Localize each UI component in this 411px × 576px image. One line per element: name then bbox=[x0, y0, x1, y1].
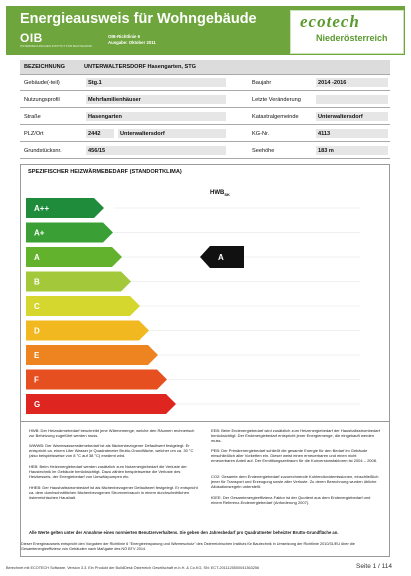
cadastral-value: Unterwaltersdorf bbox=[318, 114, 363, 120]
hwb-label-sub: SK bbox=[224, 192, 230, 198]
energy-class-g bbox=[26, 394, 176, 414]
note-hheb: HHEB: Der Haushaltsstrombedarf ist als flächenbezogener Defaultwert festgelegt. Er entspricht ca. dem durchschnittlichen flächenbezogenen Stromverbrauch in einem durchschnittlichen österreichischen Haushalt. bbox=[29, 485, 198, 501]
energy-class-d bbox=[26, 321, 149, 341]
construction-year-value: 2014 -2016 bbox=[318, 80, 347, 86]
info-row-plot bbox=[20, 144, 390, 159]
cadastral-label: Katastralgemeinde bbox=[252, 114, 299, 120]
info-row-usage-profile bbox=[20, 93, 390, 108]
energy-class-label: C bbox=[34, 302, 40, 311]
construction-year-label: Baujahr bbox=[252, 80, 272, 86]
energy-class-label: A++ bbox=[34, 204, 50, 213]
guideline-edition: Ausgabe: Oktober 2011 bbox=[108, 39, 156, 45]
ecotech-logo: ecotech bbox=[300, 12, 360, 31]
oib-logo: OIB bbox=[20, 31, 43, 45]
energy-class-bar bbox=[26, 296, 140, 316]
energy-class-bar bbox=[26, 370, 167, 390]
energy-class-aplus bbox=[26, 223, 113, 243]
plot-number-value: 456/15 bbox=[88, 148, 106, 154]
rating-label: A bbox=[218, 253, 224, 262]
note-fgee: fGEE: Der Gesamtenergieeffizienz-Faktor ist der Quotient aus dem Endenergiebedarf und einem Referenz-Endenergiebedarf (Anforderung 2007). bbox=[211, 495, 371, 506]
kg-number-value: 4113 bbox=[318, 131, 331, 137]
energy-class-label: F bbox=[34, 375, 39, 385]
hwb-rating-indicator bbox=[200, 246, 244, 268]
energy-class-c bbox=[26, 296, 140, 316]
oib-logo-subtext: ÖSTERREICHISCHES INSTITUT FÜR BAUTECHNIK bbox=[20, 44, 93, 48]
energy-class-bar bbox=[26, 394, 176, 414]
designation-row bbox=[20, 60, 390, 75]
note-co2: CO2: Gesamte dem Endenergiebedarf zuzurechnende Kohlendioxidemissionen, einschließlich jener für Transport und Erzeugung sowie aller Verluste. Zu deren Berechnung wurden übliche Allokationsregeln unterstellt. bbox=[211, 474, 379, 490]
building-part-label: Gebäude(-teil) bbox=[24, 80, 60, 86]
designation-label: BEZEICHNUNG bbox=[24, 64, 66, 70]
energy-class-bar bbox=[26, 272, 131, 292]
note-wwwb: WWWB: Der Warmwasserwärmebedarf ist als flächenbezogener Defaultwert festgelegt. Er entspricht ca. einem Liter Wasser je Quadratmeter Brutto-Grundfläche, welcher um ca. 30 °C (also beispielsweise von 8 °C auf 38 °C) erwärmt wird. bbox=[29, 443, 194, 459]
energy-class-bar bbox=[26, 345, 158, 365]
postal-label: PLZ/Ort bbox=[24, 131, 44, 137]
document-title: Energieausweis für Wohngebäude bbox=[20, 11, 257, 27]
last-change-label: Letzte Veränderung bbox=[252, 97, 301, 103]
designation-value: UNTERWALTERSDORF Hasengarten, STG bbox=[84, 64, 196, 70]
kg-number-label: KG-Nr. bbox=[252, 131, 270, 137]
footnotes-box bbox=[20, 422, 390, 557]
page-number: Seite 1 / 114 bbox=[356, 563, 393, 570]
software-credit: Berechnet mit ECOTECH Software. Version 3.3. Ein Produkt der BuildDesk Österreich Gesellschaft m.b.H. & Co.KG, SN: ECT-2011125500041363256 bbox=[6, 566, 260, 570]
note-eeb: EEB: Beim Endenergiebedarf wird zusätzlich zum Heizenergiebedarf der Haushaltsstrombedarf berücksichtigt. Der Endenergiebedarf entspricht jener Energiemenge, die eingekauft werden muss. bbox=[211, 428, 380, 444]
info-row-building-part bbox=[20, 76, 390, 91]
energy-class-bar bbox=[26, 247, 122, 267]
guideline-name: OIB-Richtlinie 6 bbox=[108, 34, 140, 39]
usage-profile-label: Nutzungsprofil bbox=[24, 97, 60, 103]
street-value: Hasengarten bbox=[88, 114, 122, 120]
energy-class-label: G bbox=[34, 400, 41, 409]
town-value: Unterwaltersdorf bbox=[120, 131, 165, 137]
energy-class-a bbox=[26, 247, 122, 267]
plot-number-label: Grundstücksnr. bbox=[24, 148, 62, 154]
energy-class-b bbox=[26, 272, 131, 292]
street-label: Straße bbox=[24, 114, 41, 120]
energy-class-label: E bbox=[34, 351, 40, 360]
energy-class-label: B bbox=[34, 277, 40, 287]
altitude-label: Seehöhe bbox=[252, 148, 275, 154]
altitude-value: 183 m bbox=[318, 148, 334, 154]
energy-class-chart bbox=[20, 195, 388, 420]
building-part-value: Stg.1 bbox=[88, 80, 102, 86]
energy-class-bar bbox=[26, 321, 149, 341]
note-heb: HEB: Beim Heizenergiebedarf werden zusätzlich zum Nutzenergiebedarf die Verluste der Haustechnik im Gebäude berücksichtigt. Dazu zählen beispielsweise die Verluste des Heizkessels, der Energiebedarf von Umwälzpumpen etc. bbox=[29, 464, 187, 480]
postal-code-value: 2442 bbox=[88, 131, 101, 137]
energy-class-e bbox=[26, 345, 158, 365]
ecotech-region: Niederösterreich bbox=[316, 33, 388, 43]
energy-class-aplusplus bbox=[26, 198, 104, 218]
note-peb: PEB: Der Primärenergiebedarf schließt die gesamte Energie für den Bedarf im Gebäude einschließlich aller Vorketten ein. Dieser weist einen erneuerbaren und einen nicht erneuerbaren Anteil auf. Der Ermittlungszeitraum für die Konversionsfaktoren ist 2004 – 2008. bbox=[211, 448, 378, 464]
energy-class-label: A bbox=[34, 253, 40, 262]
chart-title: SPEZIFISCHER HEIZWÄRMEBEDARF (STANDORTKLIMA) bbox=[28, 169, 182, 175]
usage-profile-value: Mehrfamilienhäuser bbox=[88, 97, 141, 103]
info-row-postal bbox=[20, 127, 390, 142]
info-row-street bbox=[20, 110, 390, 125]
hwb-label-text: HWB bbox=[210, 190, 225, 196]
energy-class-label: D bbox=[34, 326, 40, 336]
note-hwb: HWB: Der Heizwärmebedarf beschreibt jene Wärmemenge, welche den Räumen rechnerisch zur Beheizung zugeführt werden muss. bbox=[29, 428, 195, 439]
guideline-info bbox=[108, 34, 156, 45]
energy-class-label: A+ bbox=[34, 228, 45, 238]
note-final: Alle Werte gelten unter der Annahme eines normierten Benutzerverhaltens. Sie geben den Jahresbedarf pro Quadratmeter beheizter Brutto-Grundfläche an. bbox=[29, 530, 339, 535]
note-disclaimer: Dieser Energieausweis entspricht den Vorgaben der Richtlinie 6 "Energieeinsparung und Wärmeschutz" des Österreichischen Instituts für Bautechnik in Umsetzung der Richtlinie 2010/31/EU über die Gesamtenergieeffizienz von Gebäuden nach Maßgabe des NÖ BTV 2014. bbox=[21, 542, 355, 551]
energy-class-f bbox=[26, 370, 167, 390]
